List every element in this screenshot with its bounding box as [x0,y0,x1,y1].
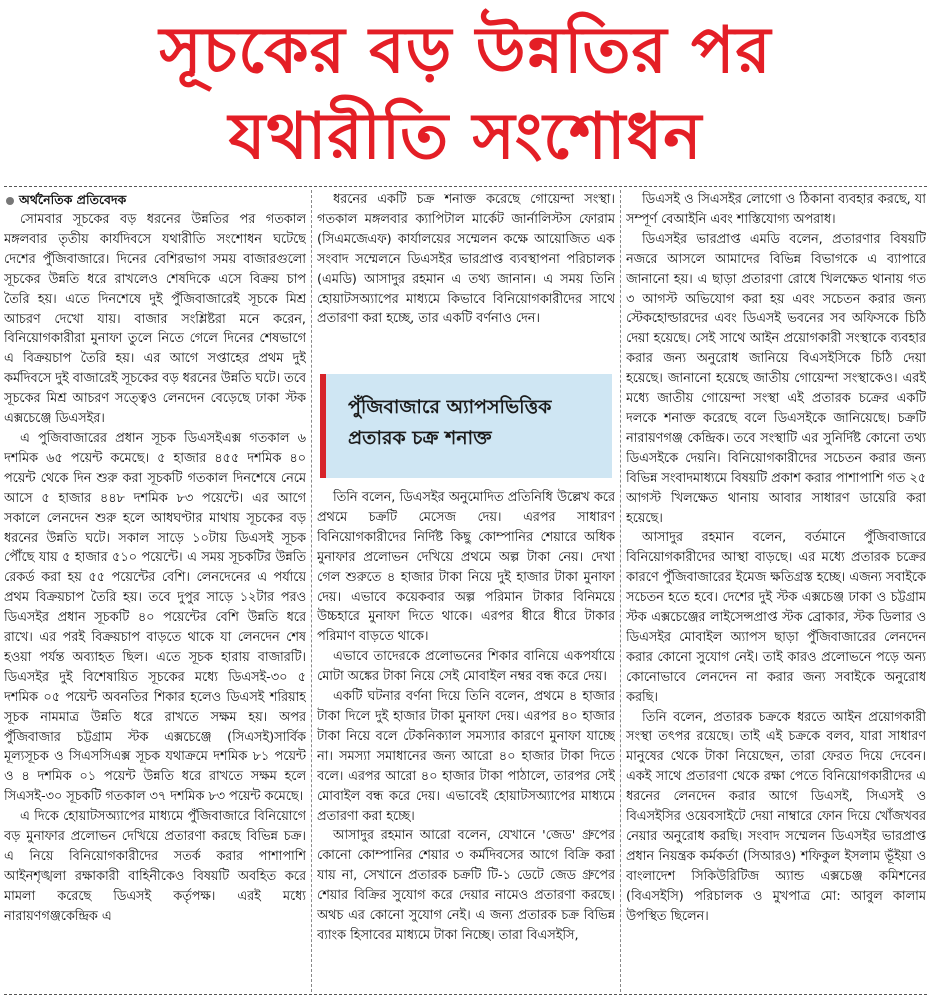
article-column-1 [4,190,306,990]
bullet-icon [6,197,14,205]
paragraph: একটি ঘটনার বর্ণনা দিয়ে তিনি বলেন, প্রথমে ৪ হাজার টাকা দিলে দুই হাজার টাকা মুনাফা দেয়। এরপর ৪০ হাজার টাকা নিয়ে বলে টেকনিক্যাল সমস্যার কারণে মুনাফা যাচ্ছে না। সমস্যা সমাধানের জন্য আরো ৪০ হাজার টাকা দিতে বলে। এরপর আরো ৪০ হাজার টাকা পাঠালে, তারপর সেই মোবাইল বন্ধ করে দেয়। এভাবেই হোয়াটসঅ্যাপের মাধ্যমে প্রতারণা করা হচ্ছে। [317,689,615,824]
subheadline-box [320,374,612,478]
paragraph: সোমবার সূচকের বড় ধরনের উন্নতির পর গতকাল মঙ্গলবার তৃতীয় কার্যদিবসে যথারীতি সংশোধন ঘটেছে দেশের পুঁজিবাজারে। দিনের বেশিরভাগ সময় বাজারগুলো সূচকের উন্নতি ধরে রাখলেও শেষদিকে এসে বিক্রয় চাপ তৈরি হয়। এতে দিনশেষে দুই পুঁজিবাজারেই সূচকে মিশ্র আচরণ দেখো যায়। বাজার সংশ্লিষ্টরা মনে করেন, বিনিয়োগকারীরা মুনাফা তুলে নিতে গেলে দিনের শেষভাগে এ বিক্রয়চাপ তৈরি হয়। এর আগে সপ্তাহের প্রথম দুই কর্মদিবসে দুই বাজারেই সূচকের বড় ধরনের উন্নতি ঘটে। তবে সূচকের মিশ্র আচরণ সত্ত্বেও লেনদেন বেড়েছে ঢাকা স্টক এক্সচেঞ্জে ডিএসইর। [4,212,306,427]
headline-line-1: সূচকের বড় উন্নতির পর [159,14,772,88]
byline [6,190,306,210]
paragraph: তিনি বলেন, ডিএসইর অনুমোদিত প্রতিনিধি উল্লেখ করে প্রথমে চক্রটি মেসেজ দেয়। এরপর সাধারণ বিনিয়োগকারীদের নির্দিষ্ট কিছু কোম্পানির শেয়ারে অধিক মুনাফার প্রলোভন দেখিয়ে প্রথমে অল্প টাকা নেয়। দেখা গেল শুরুতে ৪ হাজার টাকা নিয়ে দুই হাজার টাকা মুনাফা দেয়। এভাবে কয়েকবার অল্প পরিমান টাকার বিনিময়ে উচ্চহারে মুনাফা দিতে থাকে। এরপর ধীরে ধীরে টাকার পরিমাণ বাড়তে থাকে। [317,490,615,645]
paragraph: আসাদুর রহমান বলেন, বর্তমানে পুঁজিবাজারে বিনিয়োগকারীদের আস্থা বাড়ছে। এর মধ্যে প্রতারক চক্রের কারণে পুঁজিবাজারের ইমেজ ক্ষতিগ্রস্ত হচ্ছে। এজন্য সবাইকে সচেতন হতে হবে। দেশের দুই স্টক এক্সচেঞ্জ ঢাকা ও চট্টগ্রাম স্টক এক্সচেঞ্জের লাইসেন্সপ্রাপ্ত স্টক ব্রোকার, স্টক ডিলার ও ডিএসইর মোবাইল অ্যাপস ছাড়া পুঁজিবাজারের লেনদেন করার কোনো সুযোগ নেই। তাই কারও প্রলোভনে পড়ে অন্য কোনোভাবে লেনদেন না করার জন্য সবাইকে অনুরোধ করছি। [626,530,926,705]
article-column-3 [626,190,926,990]
paragraph: এ দিকে হোয়াটসঅ্যাপের মাধ্যমে পুঁজিবাজারে বিনিয়োগে বড় মুনাফার প্রলোভন দেখিয়ে প্রতারণা করছে বিভিন্ন চক্র। এ নিয়ে বিনিয়োগকারীদের সতর্ক করার পাশাপাশি আইনশৃঙ্খলা রক্ষাকারী বাহিনীকেও বিষয়টি অবহিত করে মামলা করেছে ডিএসই কর্তৃপক্ষ। এরই মধ্যে নারায়ণগঞ্জকেন্দ্রিক এ [4,809,306,924]
paragraph: এ পুজিবাজারের প্রধান সূচক ডিএসইএক্স গতকাল ৬ দশমিক ৬৫ পয়েন্ট কমেছে। ৫ হাজার ৪৫৫ দশমিক ৪০ পয়েন্ট থেকে দিন শুরু করা সূচকটি গতকাল দিনশেষে নেমে আসে ৫ হাজার ৪৪৮ দশমিক ৮৩ পয়েন্টে। এর আগে সকালে লেনদেন শুরু হলে আধঘণ্টার মাথায় সূচকের বড় ধরনের উন্নতি ঘটে। সকাল সাড়ে ১০টায় ডিএসই সূচক পৌঁছে যায় ৫ হাজার ৫১০ পয়েন্টে। এ সময় সূচকটির উন্নতি রেকর্ড করা হয় ৫৫ পয়েন্টের বেশি। লেনদেনের এ পর্যায়ে প্রথম বিক্রয়চাপ তৈরি হয়। তবে দুপুর সাড়ে ১২টার পরও ডিএসইর প্রধান সূচকটি ৪০ পয়েন্টের বেশি উন্নতি ধরে রাখে। এর পরই বিক্রয়চাপ বাড়তে থাকে যা লেনদেন শেষ হওয়া পর্যন্ত অব্যাহত ছিল। এতে সূচক হারায় বাজারটি। ডিএসইর দুই বিশেষায়িত সূচকের মধ্যে ডিএসই-৩০ ৫ দশমিক ০৫ পয়েন্ট অবনতির শিকার হলেও ডিএসই শরিয়াহ সূচক নামমাত্র উন্নতি ধরে রাখতে সক্ষম হয়। অপর পুঁজিবাজার চট্টগ্রাম স্টক এক্সচেঞ্জে (সিএসই)সার্বিক মূল্যসূচক ও সিএসসিএক্স সূচক যথাক্রমে দশমিক ৮১ পয়েন্ট ও ৪ দশমিক ০১ পয়েন্ট উন্নতি ধরে রাখতে সক্ষম হলে সিএসই-৩০ সূচকটি গতকাল ৩৭ দশমিক ৮৩ পয়েন্ট কমেছে। [4,430,306,805]
headline-line-2: যথারীতি সংশোধন [228,100,703,174]
subheadline-line-1: পুঁজিবাজারে অ্যাপসভিত্তিক [348,396,552,418]
paragraph: তিনি বলেন, প্রতারক চক্রকে ধরতে আইন প্রয়োগকারী সংস্থা তৎপর রয়েছে। তাই এই চক্রকে বলব, যারা সাধারণ মানুষের থেকে টাকা নিয়েছেন, তারা ফেরত দিয়ে দেবেন। একই সাথে প্রতারণা থেকে রক্ষা পেতে বিনিয়োগকারীদের এ ধরনের লেনদেন করার আগে ডিএসই, সিএসই ও বিএসইসির ওয়েবসাইটে দেয়া নাম্বারে ফোন দিয়ে খোঁজখবর নেয়ার অনুরোধ করছি। সংবাদ সম্মেলন ডিএসইর ভারপ্রাপ্ত প্রধান নিয়ন্ত্রক কর্মকর্তা (সিআরও) শফিকুল ইসলাম ভূঁইয়া ও বাংলাদেশ সিকিউরিটিজ অ্যান্ড এক্সচেঞ্জ কমিশনের (বিএসইসি) পরিচালক ও মুখপাত্র মো: আবুল কালাম উপস্থিত ছিলেন। [626,709,926,924]
paragraph: আসাদুর রহমান আরো বলেন, যেখানে 'জেড' গ্রুপের কোনো কোম্পানির শেয়ার ৩ কর্মদিবসের আগে বিক্রি করা যায় না, সেখানে প্রতারক চক্রটি টি-১ ডেটে জেড গ্রুপের শেয়ার বিক্রির সুযোগ করে দেয়ার নামেও প্রতারণা করছে। অথচ এর কোনো সুযোগ নেই। এ জন্য প্রতারক চক্র বিভিন্ন ব্যাংক হিসাবের মাধ্যমে টাকা নিচ্ছে। তারা বিএসইসি, [317,828,615,943]
paragraph: ডিএসই ও সিএসইর লোগো ও ঠিকানা ব্যবহার করছে, যা সম্পূর্ণ বেআইনি এবং শাস্তিযোগ্য অপরাধ। [626,192,926,227]
column-divider [311,190,312,992]
paragraph: ধরনের একটি চক্র শনাক্ত করেছে গোয়েন্দা সংস্থা। গতকাল মঙ্গলবার ক্যাপিটাল মার্কেট জার্নালিস্টস ফোরাম (সিএমজেএফ) কার্যালয়ের সম্মেলন কক্ষে আয়োজিত এক সংবাদ সম্মেলনে ডিএসইর ভারপ্রাপ্ত ব্যবস্থাপনা পরিচালক (এমডি) আসাদুর রহমান এ তথ্য জানান। এ সময় তিনি হোয়াটসঅ্যাপের মাধ্যমে কিভাবে বিনিয়োগকারীদের সাথে প্রতারণা করা হচ্ছে, তার একটি বর্ণনাও দেন। [317,192,615,327]
subheadline-line-2: প্রতারক চক্র শনাক্ত [348,427,492,449]
headline [0,8,931,180]
article-column-2-top [317,190,615,370]
bottom-divider [4,994,927,995]
byline-text: অর্থনৈতিক প্রতিবেদক [19,192,127,207]
column-divider [620,190,621,992]
paragraph: এভাবে তাদেরকে প্রলোভনের শিকার বানিয়ে একপর্যায়ে মোটা অঙ্কের টাকা নিয়ে সেই মোবাইল নম্বর বন্ধ করে দেয়। [317,649,615,685]
paragraph: ডিএসইর ভারপ্রাপ্ত এমডি বলেন, প্রতারণার বিষয়টি নজরে আসলে আমাদের বিভিন্ন বিভাগকে এ ব্যাপারে জানানো হয়। এ ছাড়া প্রতারণা রোধে খিলক্ষেত থানায় গত ৩ আগস্ট অভিযোগ করা হয় এবং সচেতন করার জন্য স্টেকহোল্ডারদের এবং ডিএসই ভবনের সব অফিসকে চিঠি দেয়া হয়েছে। সেই সাথে আইন প্রয়োগকারী সংস্থাকে ব্যবহার করার জন্য অনুরোধ জানিয়ে বিএসইসিকে চিঠি দেয়া হয়েছে। জানানো হয়েছে জাতীয় গোয়েন্দা সংস্থাকেও। এরই মধ্যে জাতীয় গোয়েন্দা সংস্থা এই প্রতারক চক্রের একটি দলকে শনাক্ত করেছে বলে ডিএসইকে জানিয়েছে। চক্রটি নারায়ণগঞ্জ কেন্দ্রিক। তবে সংস্থাটি এর সুনির্দিষ্ট কোনো তথ্য ডিএসইকে দেয়নি। বিনিয়োগকারীদের সচেতন করার জন্য বিভিন্ন সংবাদমাধ্যমে বিষয়টি প্রকাশ করার পাশাপাশি গত ২৫ আগস্ট খিলক্ষেত থানায় আবার সাধারণ ডায়েরি করা হয়েছে। [626,231,926,526]
subheadline [348,392,606,454]
article-column-2-bottom [317,488,615,992]
top-divider [4,186,927,187]
